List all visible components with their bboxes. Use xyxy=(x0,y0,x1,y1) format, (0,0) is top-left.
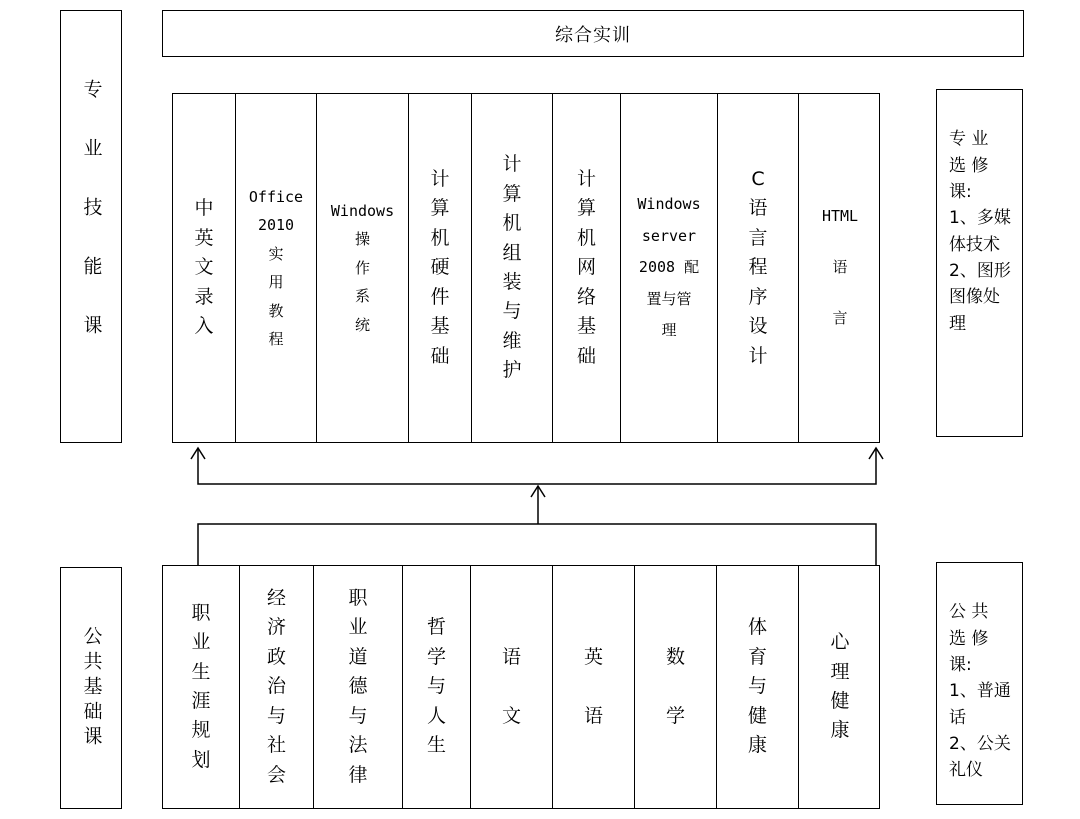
course-windows-os: Windows 操 作 系 统 xyxy=(316,94,408,442)
professional-skills-label: 专业技能课 xyxy=(80,79,103,374)
course-mental-health: 心 理 健 康 xyxy=(798,566,881,808)
course-ethics-law: 职 业 道 德 与 法 律 xyxy=(313,566,402,808)
course-assembly-maintenance: 计 算 机 组 装 与 维 护 xyxy=(471,94,552,442)
course-html: HTML 语 言 xyxy=(798,94,881,442)
course-chinese: 语 文 xyxy=(470,566,552,808)
course-windows-server-2008: Windows server 2008 配 置与管 理 xyxy=(620,94,717,442)
course-chinese-english-typing: 中 英 文 录 入 xyxy=(194,197,214,338)
course-hardware-basics: 计 算 机 硬 件 基 础 xyxy=(408,94,471,442)
course-c-programming: C 语 言 程 序 设 计 xyxy=(717,94,798,442)
public-electives-text: 公 共 选 修 课: 1、普通 话 2、公关 礼仪 xyxy=(949,602,1011,781)
course-office-2010: Office 2010 实 用 教 程 xyxy=(235,94,316,442)
professional-electives-text: 专 业 选 修 课: 1、多媒 体技术 2、图形 图像处 理 xyxy=(949,129,1011,334)
comprehensive-training-label: 综合实训 xyxy=(555,24,631,46)
course-math: 数 学 xyxy=(634,566,716,808)
course-economy-politics-society: 经 济 政 治 与 社 会 xyxy=(239,566,313,808)
course-network-basics: 计 算 机 网 络 基 础 xyxy=(552,94,620,442)
course-pe-health: 体 育 与 健 康 xyxy=(716,566,798,808)
public-bracket-line xyxy=(198,524,876,565)
professional-bracket-line xyxy=(198,449,876,484)
course-philosophy-life: 哲 学 与 人 生 xyxy=(402,566,470,808)
public-foundation-label: 公共基础课 xyxy=(80,625,103,751)
course-english: 英 语 xyxy=(552,566,634,808)
course-career-planning: 职 业 生 涯 规 划 xyxy=(191,601,211,771)
